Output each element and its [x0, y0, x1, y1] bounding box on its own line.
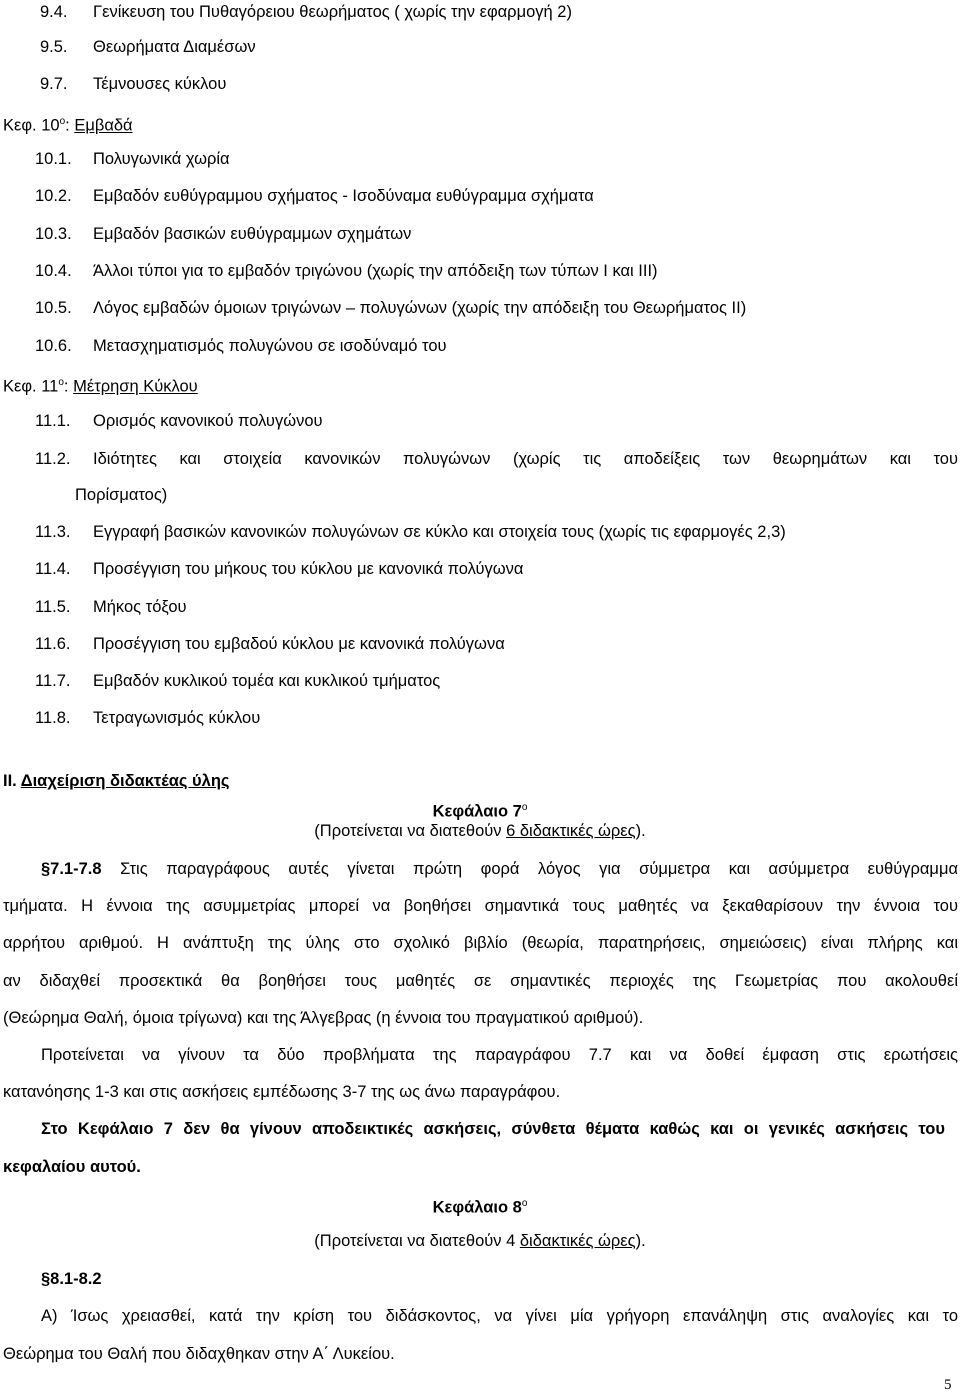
- paragraph-label: §7.1-7.8: [41, 860, 102, 878]
- toc-number: 10.6.: [35, 337, 72, 355]
- toc-number: 11.1.: [35, 412, 71, 430]
- chapter-title: Μέτρηση Κύκλου: [73, 377, 198, 396]
- toc-text-11-2-continuation: Πορίσματος): [75, 486, 168, 504]
- toc-text: Τέμνουσες κύκλου: [93, 75, 227, 93]
- toc-number: 10.2.: [35, 187, 72, 205]
- page-number: 5: [944, 1377, 952, 1393]
- toc-text: Μήκος τόξου: [93, 598, 187, 616]
- toc-text: Μετασχηματισμός πολυγώνου σε ισοδύναμό του: [93, 337, 447, 355]
- chapter-7-hours-note: (Προτείνεται να διατεθούν 6 διδακτικές ώρες).: [314, 822, 646, 840]
- chapter-8-hours-note: (Προτείνεται να διατεθούν 4 διδακτικές ώρες).: [314, 1232, 646, 1250]
- toc-number: 11.2.: [35, 450, 71, 468]
- toc-text: Εμβαδόν βασικών ευθύγραμμων σχημάτων: [93, 225, 412, 243]
- toc-text: Τετραγωνισμός κύκλου: [93, 709, 261, 727]
- toc-number: 10.4.: [35, 262, 72, 280]
- toc-number: 10.5.: [35, 299, 72, 317]
- toc-number: 11.8.: [35, 709, 71, 727]
- toc-text: Προσέγγιση του μήκους του κύκλου με κανονικά πολύγωνα: [93, 560, 524, 578]
- paragraph-7-7-line-2: κατανόησης 1-3 και στις ασκήσεις εμπέδωσης 3-7 της ως άνω παραγράφου.: [3, 1083, 561, 1101]
- paragraph-7-1-line-3: αρρήτου αριθμού. Η ανάπτυξη της ύλης στο σχολικό βιβλίο (θεωρία, παρατηρήσεις, σημειώσεις) είναι πλήρης και: [3, 934, 958, 952]
- toc-text: Λόγος εμβαδών όμοιων τριγώνων – πολυγώνων (χωρίς την απόδειξη του Θεωρήματος II): [93, 299, 747, 317]
- chapter-10-heading: Κεφ. $10^o$: Εμβαδά: [3, 116, 133, 135]
- toc-text: Προσέγγιση του εμβαδού κύκλου με κανονικά πολύγωνα: [93, 635, 505, 653]
- toc-number: 9.7.: [40, 75, 68, 93]
- toc-text: Θεωρήματα Διαμέσων: [93, 38, 256, 56]
- toc-text: Άλλοι τύποι για το εμβαδόν τριγώνου (χωρίς την απόδειξη των τύπων I και III): [93, 262, 658, 280]
- toc-number: 9.5.: [40, 38, 68, 56]
- section-number: ΙΙ.: [3, 772, 21, 790]
- bold-paragraph-line-2: κεφαλαίου αυτού.: [3, 1158, 141, 1176]
- toc-text: Εγγραφή βασικών κανονικών πολυγώνων σε κύκλο και στοιχεία τους (χωρίς τις εφαρμογές 2,3): [93, 523, 786, 541]
- toc-item-11-2: [35, 448, 70, 470]
- toc-number: 11.5.: [35, 598, 71, 616]
- chapter-title: Εμβαδά: [74, 116, 133, 135]
- toc-text: Ορισμός κανονικού πολυγώνου: [93, 412, 323, 430]
- toc-text-11-2: Ιδιότητες και στοιχεία κανονικών πολυγώνων (χωρίς τις αποδείξεις των θεωρημάτων και του: [93, 450, 958, 468]
- toc-number: 10.3.: [35, 225, 72, 243]
- bold-paragraph-line-1: Στο Κεφάλαιο 7 δεν θα γίνουν αποδεικτικές ασκήσεις, σύνθετα θέματα καθώς και οι γενικές ασκήσεις του: [41, 1120, 945, 1138]
- toc-number: 11.4.: [35, 560, 71, 578]
- toc-number: 10.1.: [35, 150, 72, 168]
- paragraph-8-1-line-2: Θεώρημα του Θαλή που διδαχθηκαν στην Α΄ Λυκείου.: [3, 1345, 395, 1363]
- paragraph-7-1-line-4: αν διδαχθεί προσεκτικά θα βοηθήσει τους μαθητές σε σημαντικές περιοχές της Γεωμετρίας που ακολουθεί: [3, 972, 958, 990]
- paragraph-7-7-line-1: Προτείνεται να γίνουν τα δύο προβλήματα της παραγράφου 7.7 και να δοθεί έμφαση στις ερωτήσεις: [41, 1046, 958, 1064]
- toc-text: Εμβαδόν κυκλικού τομέα και κυκλικού τμήματος: [93, 672, 441, 690]
- section-title: Διαχείριση διδακτέας ύλης: [20, 772, 230, 790]
- toc-text: Γενίκευση του Πυθαγόρειου θεωρήματος ( χωρίς την εφαρμογή 2): [93, 3, 572, 21]
- toc-number: 11.7.: [35, 672, 71, 690]
- toc-text: Εμβαδόν ευθύγραμμου σχήματος - Ισοδύναμα ευθύγραμμα σχήματα: [93, 187, 594, 205]
- paragraph-7-1-line-2: τμήματα. Η έννοια της ασυμμετρίας μπορεί να βοηθήσει σημαντικά τους μαθητές να ξεκαθαρίσουν την έννοια του: [3, 897, 958, 915]
- toc-number: 9.4.: [40, 3, 68, 21]
- chapter-11-heading: Κεφ. $11^o$: Μέτρηση Κύκλου: [3, 377, 198, 396]
- chapter-7-title: Κεφάλαιο $7^o$: [432, 802, 528, 821]
- chapter-8-title: Κεφάλαιο $8^o$: [432, 1198, 528, 1217]
- toc-number: 11.3.: [35, 523, 71, 541]
- paragraph-8-1-line-1: Α) Ίσως χρειασθεί, κατά την κρίση του διδάσκοντος, να γίνει μία γρήγορη επανάληψη στις αναλογίες και το: [41, 1307, 958, 1325]
- toc-text: Πολυγωνικά χωρία: [93, 150, 230, 168]
- toc-number: 11.6.: [35, 635, 71, 653]
- paragraph-7-1-line-5: (Θεώρημα Θαλή, όμοια τρίγωνα) και της Άλγεβρας (η έννοια του πραγματικού αριθμού).: [3, 1009, 644, 1027]
- section-heading: [3, 770, 229, 792]
- paragraph-8-1-label: §8.1-8.2: [41, 1270, 102, 1288]
- paragraph-7-1-line-1: §7.1-7.8 Στις παραγράφους αυτές γίνεται πρώτη φορά λόγος για σύμμετρα και ασύμμετρα ευθύγραμμα: [41, 860, 958, 878]
